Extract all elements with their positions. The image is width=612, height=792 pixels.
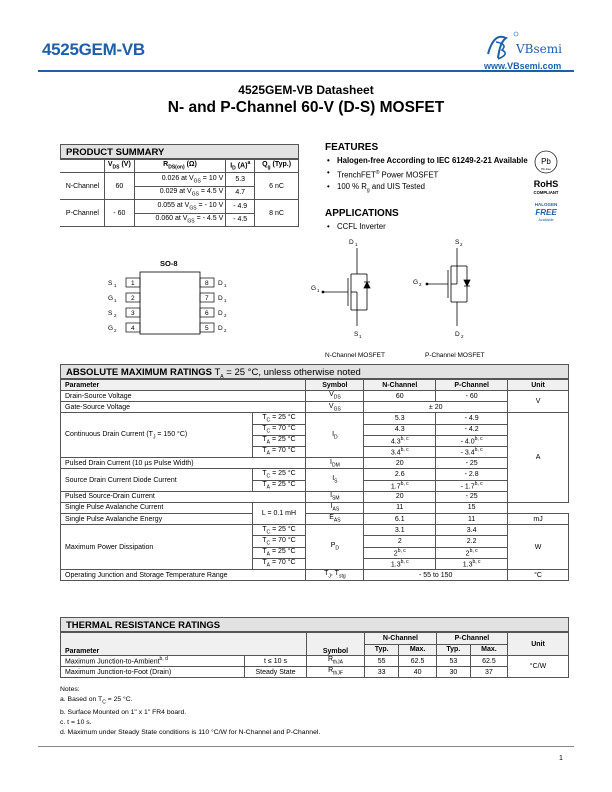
svg-text:S: S xyxy=(354,331,359,338)
svg-text:1: 1 xyxy=(355,242,358,247)
product-summary-table: $V_{DS}$ (V) $R_{DS(on)}$ (Ω) $I_D$ $(A)^a$ $Q_g$ (Typ.) N-Channel 60 0.026 at $V_{GS} = 10$ V 5.3 6 nC 0.029 at $V_{GS} = 4.5$ V 4.7 P-Channel - 60 0.055 at $V_{GS}$ = - 10 V - 4.9 8 nC 0.060 at $V_{GS}$ = - 4.5 V - 4.5 xyxy=(60,159,299,227)
abs-max-heading: ABSOLUTE MAXIMUM RATINGS $T_A = 25$ °C, unless otherwise noted xyxy=(60,364,569,379)
pin-number: 7 xyxy=(205,295,209,302)
abs-max-table: Parameter Symbol N-Channel P-Channel Unit Drain-Source Voltage $V_{DS}$ 60 - 60 V Gate-Source Voltage $V_{GS}$ ± 20 Continuous Drain Current ($T_J = 150$ °C) $T_C = 25$ °C $I_D$ 5.3 - 4.9 A $T_C = 70$ °C 4.3 - 4.2 $T_A = 25$ °C 4.3$^{b, c}$ - 4.0$^{b, c}$ $T_A = 70$ °C 3.4$^{b, c}$ - 3.4$^{b, c}$ Pulsed Drain Current (10 µs Pulse Width) $I_{DM}$ 20 - 25 Source Drain Current Diode Current $T_C = 25$ °C $I_S$ 2.6 - 2.8 $T_A = 25$ °C 1.7$^{b, c}$ - 1.7$^{b, c}$ Pulsed Source-Drain Current $I_{SM}$ 20 - 25 Single Pulse Avalanche Current L = 0.1 mH $I_{AS}$ 11 15 Single Pulse Avalanche Energy $E_{AS}$ 6.1 11 mJ Maximum Power Dissipation $T_C = 25$ °C $P_D$ 3.1 3.4 W $T_C = 70$ °C 2 2.2 $T_A = 25$ °C 2$^{b, c}$ 2$^{b, c}$ $T_A = 70$ °C 1.3$^{b, c}$ 1.3$^{b, c}$ Operating Junction and Storage Temperature Range $T_J$, $T_{stg}$ - 55 to 150 °C xyxy=(60,379,569,581)
svg-text:G: G xyxy=(311,285,317,292)
svg-text:2: 2 xyxy=(461,334,464,339)
pin-label: D xyxy=(218,325,223,332)
left-pins xyxy=(108,278,140,333)
product-summary-heading: PRODUCT SUMMARY xyxy=(60,144,299,159)
pin-number: 6 xyxy=(205,310,209,317)
pin-label: S xyxy=(108,310,113,317)
page-number: 1 xyxy=(559,755,563,762)
pin-subscript: 1 xyxy=(224,283,227,288)
feature-halogen: • Halogen-free According to IEC 61249-2-21 Available xyxy=(325,156,535,167)
svg-text:1: 1 xyxy=(359,334,362,339)
n-channel-symbol xyxy=(323,248,370,326)
svg-text:D: D xyxy=(455,331,460,338)
pin-label: D xyxy=(218,280,223,287)
svg-text:G: G xyxy=(413,279,419,286)
pb-icon: Pb xyxy=(541,157,551,166)
svg-text:D: D xyxy=(349,239,354,246)
notes: Notes: a. Based on $T_C = 25$ °C. b. Surface Mounted on 1" x 1" FR4 board. c. t = 10 s. d. Maximum under Steady State conditions is 110 °C/W for N-Channel and P-Channel. xyxy=(60,686,321,737)
pin-subscript: 2 xyxy=(224,313,227,318)
pin-label: G xyxy=(108,325,114,332)
pin-subscript: 2 xyxy=(114,328,117,333)
svg-text:S: S xyxy=(455,239,460,246)
pin-subscript: 1 xyxy=(114,283,117,288)
halogen-free-badge: HALOGEN xyxy=(534,202,558,207)
footer-rule xyxy=(38,746,574,747)
pin-subscript: 1 xyxy=(114,298,117,303)
pin-label: D xyxy=(218,310,223,317)
features-heading: FEATURES xyxy=(325,142,379,153)
pin-number: 1 xyxy=(131,280,135,287)
compliance-badges xyxy=(526,148,566,238)
n-channel-label: N-Channel xyxy=(61,173,105,200)
feature-trenchfet: • TrenchFET® Power MOSFET xyxy=(325,168,535,181)
applications-heading: APPLICATIONS xyxy=(325,208,399,219)
thermal-table: Parameter Symbol N-Channel P-Channel Unit Typ. Max. Typ. Max. Maximum Junction-to-Ambient$^{b, d}$ t ≤ 10 s $R_{thJA}$ 55 62.5 53 62.5 °C/W Maximum Junction-to-Foot (Drain) Steady State $R_{thJF}$ 33 40 30 37 xyxy=(60,632,569,678)
pin-label: D xyxy=(218,295,223,302)
brand-name: VBsemi xyxy=(516,42,562,56)
svg-text:2: 2 xyxy=(419,282,422,287)
pin-subscript: 2 xyxy=(114,313,117,318)
feature-rg-uis: • 100 % $R_g$ and UIS Tested xyxy=(325,182,535,196)
part-number-header: 4525GEM-VB xyxy=(42,40,145,59)
svg-text:FREE: FREE xyxy=(535,208,557,217)
svg-text:1: 1 xyxy=(317,288,320,293)
thermal-heading: THERMAL RESISTANCE RATINGS xyxy=(60,617,569,632)
so8-pinout xyxy=(100,270,240,335)
applications-list xyxy=(325,222,386,231)
mosfet-schematics xyxy=(305,236,505,364)
n-channel-caption: N-Channel MOSFET xyxy=(325,352,385,359)
pin-subscript: 1 xyxy=(224,298,227,303)
pin-number: 8 xyxy=(205,280,209,287)
svg-text:COMPLIANT: COMPLIANT xyxy=(533,190,559,195)
rohs-badge: RoHS xyxy=(533,179,559,189)
svg-text:Pb-free: Pb-free xyxy=(541,167,551,171)
p-channel-label: P-Channel xyxy=(61,200,105,227)
right-pins xyxy=(200,278,227,333)
p-channel-symbol xyxy=(427,248,470,326)
pin-subscript: 2 xyxy=(224,328,227,333)
svg-text:2: 2 xyxy=(460,242,463,247)
pin-number: 4 xyxy=(131,325,135,332)
datasheet-title: 4525GEM-VB Datasheet xyxy=(238,83,374,97)
datasheet-subtitle: N- and P-Channel 60-V (D-S) MOSFET xyxy=(167,99,445,116)
features-list xyxy=(325,156,535,197)
p-channel-caption: P-Channel MOSFET xyxy=(425,352,485,359)
website-url[interactable]: www.VBsemi.com xyxy=(484,61,562,71)
package-label: SO-8 xyxy=(160,259,178,268)
svg-text:Available: Available xyxy=(538,218,554,222)
application-ccfl: • CCFL Inverter xyxy=(325,222,386,231)
pin-label: S xyxy=(108,280,113,287)
pin-number: 3 xyxy=(131,310,135,317)
pin-number: 2 xyxy=(131,295,135,302)
pin-number: 5 xyxy=(205,325,209,332)
pin-label: G xyxy=(108,295,114,302)
